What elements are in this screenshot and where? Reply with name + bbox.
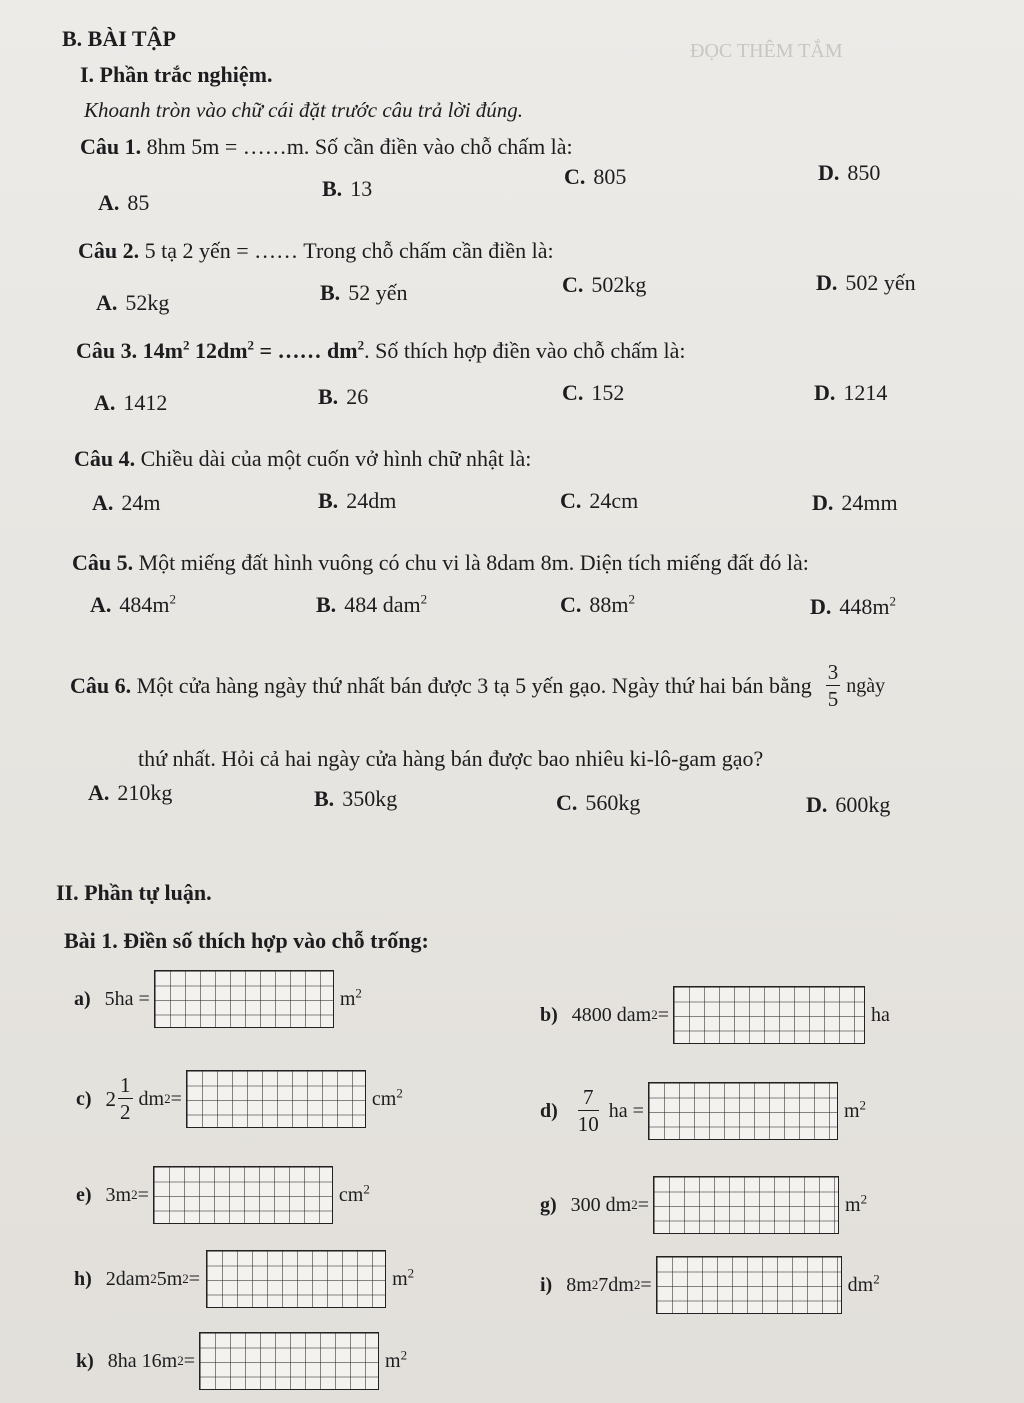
q4-option-b[interactable]: B. 24dm: [318, 488, 397, 513]
question-1-text: 8hm 5m = ……m. Số cần điền vào chỗ chấm là:: [146, 134, 573, 159]
question-5-label: Câu 5.: [72, 550, 134, 575]
q4-option-d[interactable]: D. 24mm: [812, 490, 898, 515]
question-4: [74, 446, 531, 472]
question-3-text: . Số thích hợp điền vào chỗ chấm là:: [364, 338, 686, 363]
question-4-text: Chiều dài của một cuốn vở hình chữ nhật là:: [140, 446, 532, 471]
q5-option-a[interactable]: A. $484m^2$: [90, 591, 177, 617]
answer-grid-b[interactable]: [673, 986, 865, 1044]
bai1-title: Bài 1. Điền số thích hợp vào chỗ trống:: [64, 928, 429, 953]
part1-title: I. Phần trắc nghiệm.: [80, 62, 273, 87]
q6-option-d[interactable]: D. 600kg: [806, 792, 891, 817]
q1-option-d[interactable]: D. 850: [818, 160, 881, 185]
q4-option-c[interactable]: C. 24cm: [560, 488, 639, 513]
question-3-expression: $14m^2$ $12dm^2$ = …… $dm^2$: [142, 337, 365, 363]
exercise-g: g) 300 dm 2 = $m^2$: [540, 1176, 867, 1234]
exercise-c: c) 2 $\frac{1}{2}$ dm 2 = $cm^2$: [76, 1070, 403, 1128]
part1-instruction: Khoanh tròn vào chữ cái đặt trước câu trả lời đúng.: [84, 98, 524, 122]
answer-grid-k[interactable]: [199, 1332, 379, 1390]
answer-grid-e[interactable]: [153, 1166, 333, 1224]
question-6-text: Một cửa hàng ngày thứ nhất bán được 3 tạ 5 yến gạo. Ngày thứ hai bán bằng: [136, 673, 812, 698]
q2-option-d[interactable]: D. 502 yến: [816, 270, 916, 295]
exercise-e: e) 3m 2 = $cm^2$: [76, 1166, 370, 1224]
exercise-b: b) 4800 dam 2 = ha: [540, 986, 890, 1044]
q5-option-d[interactable]: D. $448m^2$: [810, 593, 897, 619]
question-1-label: Câu 1.: [80, 134, 142, 159]
q3-option-c[interactable]: C. 152: [562, 380, 625, 405]
q1-option-a[interactable]: A. 85: [98, 190, 150, 215]
answer-grid-i[interactable]: [656, 1256, 842, 1314]
question-1: [80, 134, 573, 160]
q6-option-b[interactable]: B. 350kg: [314, 786, 398, 811]
exercise-h: h) 2dam 2 5m 2 = $m^2$: [74, 1250, 414, 1308]
question-6: [70, 662, 885, 710]
q5-option-b[interactable]: B. 484 dam$^2$: [316, 591, 428, 617]
question-5-text: Một miếng đất hình vuông có chu vi là 8dam 8m. Diện tích miếng đất đó là:: [138, 550, 809, 575]
question-4-label: Câu 4.: [74, 446, 136, 471]
question-2: [78, 238, 554, 264]
part2-title: II. Phần tự luận.: [56, 880, 212, 905]
question-6-line-2: thứ nhất. Hỏi cả hai ngày cửa hàng bán được bao nhiêu ki-lô-gam gạo?: [138, 746, 764, 771]
bleed-through-text: ĐỌC THÊM TẮM: [690, 40, 843, 62]
q3-option-d[interactable]: D. 1214: [814, 380, 888, 405]
q2-option-a[interactable]: A. 52kg: [96, 290, 170, 315]
answer-grid-g[interactable]: [653, 1176, 839, 1234]
answer-grid-a[interactable]: [154, 970, 334, 1028]
question-2-text: 5 tạ 2 yến = …… Trong chỗ chấm cần điền là:: [144, 238, 554, 263]
q1-option-c[interactable]: C. 805: [564, 164, 627, 189]
question-6-label: Câu 6.: [70, 673, 132, 698]
q3-option-a[interactable]: A. 1412: [94, 390, 168, 415]
q4-option-a[interactable]: A. 24m: [92, 490, 161, 515]
q3-option-b[interactable]: B. 26: [318, 384, 369, 409]
question-3-label: Câu 3.: [76, 338, 138, 363]
answer-grid-d[interactable]: [648, 1082, 838, 1140]
section-heading: B. BÀI TẬP: [62, 26, 176, 51]
q2-option-b[interactable]: B. 52 yến: [320, 280, 408, 305]
exercise-i: i) 8m 2 7dm 2 = $dm^2$: [540, 1256, 880, 1314]
answer-grid-h[interactable]: [206, 1250, 386, 1308]
q1-option-b[interactable]: B. 13: [322, 176, 373, 201]
exercise-a: a) 5ha = $m^2$: [74, 970, 362, 1028]
question-6-fraction: $\frac{3}{5}$: [827, 660, 839, 711]
answer-grid-c[interactable]: [186, 1070, 366, 1128]
q6-option-c[interactable]: C. 560kg: [556, 790, 641, 815]
q5-option-c[interactable]: C. $88m^2$: [560, 591, 636, 617]
exercise-k: k) 8ha 16m 2 = $m^2$: [76, 1332, 407, 1390]
exercise-d: d) $\frac{7}{10}$ ha = $m^2$: [540, 1082, 866, 1140]
q6-option-a[interactable]: A. 210kg: [88, 780, 173, 805]
question-5: [72, 550, 809, 576]
question-2-label: Câu 2.: [78, 238, 140, 263]
q2-option-c[interactable]: C. 502kg: [562, 272, 647, 297]
question-3: [76, 338, 686, 364]
question-6-text-end: ngày: [846, 674, 886, 697]
